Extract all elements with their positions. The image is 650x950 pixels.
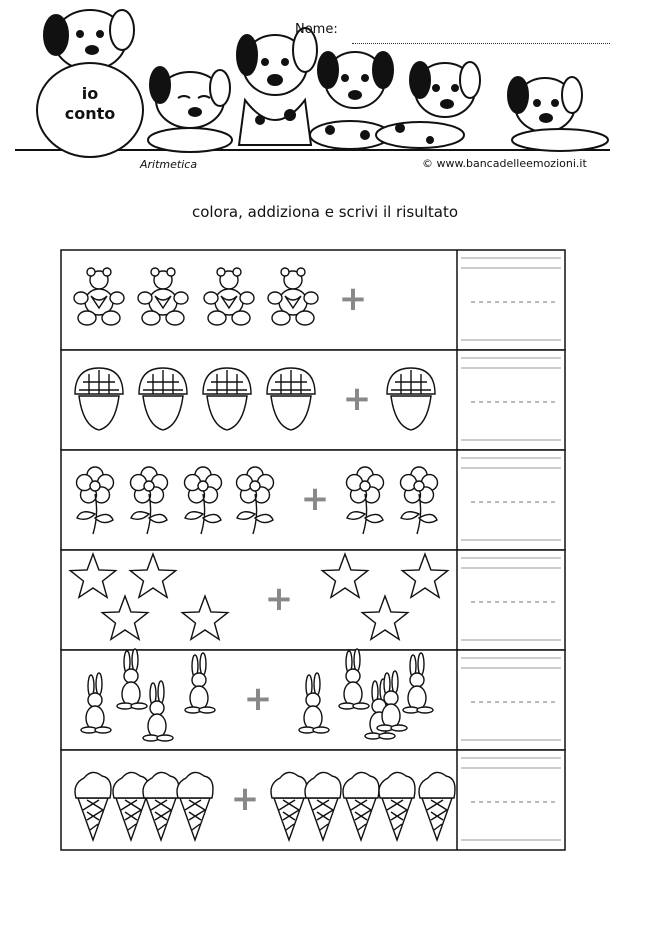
badge-line-2: conto: [64, 104, 116, 123]
instruction-text: colora, addiziona e scrivi il risultato: [191, 203, 458, 221]
answer-box[interactable]: [461, 770, 561, 836]
name-field[interactable]: [352, 43, 610, 44]
answer-box[interactable]: [461, 670, 561, 736]
answer-box[interactable]: [461, 370, 561, 436]
io-conto-badge: [36, 62, 144, 158]
badge-line-1: io: [81, 84, 99, 103]
answer-box[interactable]: [461, 570, 561, 636]
plus-sign: +: [342, 379, 372, 419]
subject-label: Aritmetica: [140, 158, 198, 171]
plus-sign: +: [264, 579, 294, 619]
plus-sign: +: [300, 479, 330, 519]
name-label: Nome:: [295, 22, 338, 37]
copyright-text: © www.bancadelleemozioni.it: [422, 157, 587, 170]
answer-box[interactable]: [461, 270, 561, 336]
plus-sign: +: [243, 679, 273, 719]
answer-box[interactable]: [461, 470, 561, 536]
plus-sign: +: [230, 779, 260, 819]
plus-sign: +: [338, 279, 368, 319]
exercise-grid: [60, 249, 566, 851]
